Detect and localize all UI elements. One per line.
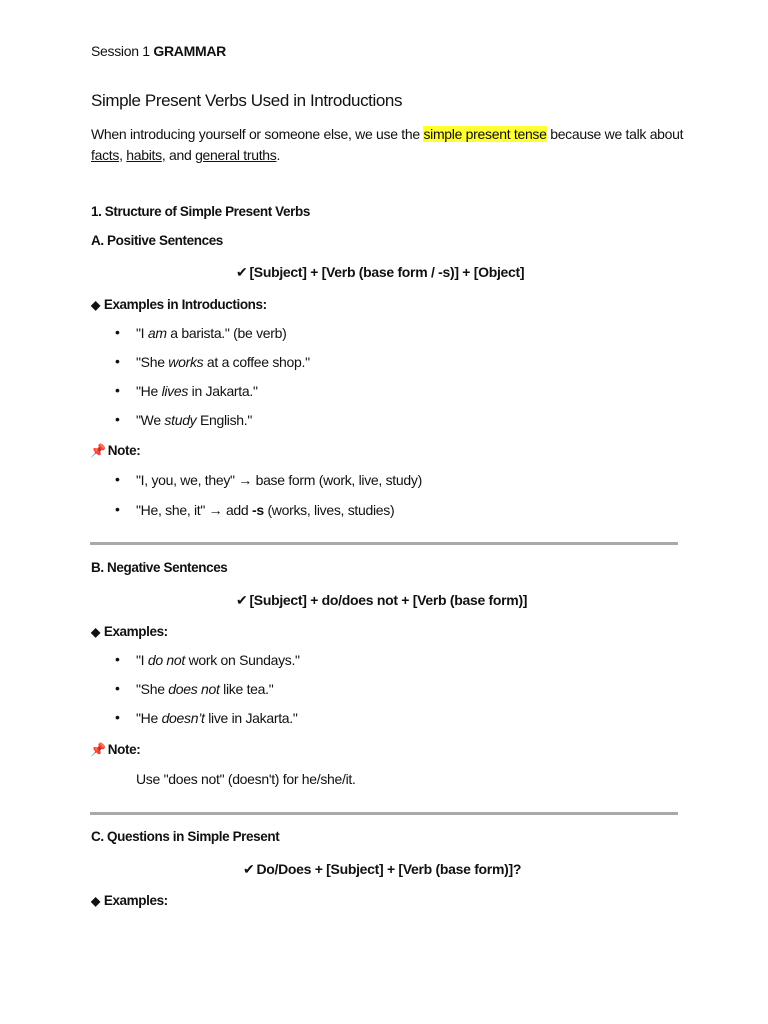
example-text: "I <box>136 652 148 668</box>
part-b-formula <box>236 592 527 609</box>
note-text: "I, you, we, they" → base form (work, live, study) <box>136 472 422 488</box>
intro-sep-2: , and <box>161 147 196 163</box>
bullet-icon: • <box>115 471 120 487</box>
example-text: like tea." <box>219 681 274 697</box>
diamond-icon: ◆ <box>91 625 100 639</box>
list-item <box>115 709 298 726</box>
note-text: (works, lives, studies) <box>263 502 395 518</box>
part-b-examples-label: Examples: <box>103 624 168 639</box>
part-b-note-label: Note: <box>107 742 141 757</box>
diamond-icon: ◆ <box>91 298 100 312</box>
note-bold-suffix: -s <box>252 502 264 518</box>
part-b-examples-heading <box>91 624 168 639</box>
part-c-examples-label: Examples: <box>103 893 168 908</box>
intro-paragraph <box>91 124 691 166</box>
example-text: "She <box>136 681 169 697</box>
example-text: "He <box>136 710 162 726</box>
part-b-heading: B. Negative Sentences <box>91 560 228 575</box>
example-verb: works <box>168 354 204 370</box>
intro-underline-facts: facts <box>91 147 120 163</box>
intro-underline-truths: general truths <box>195 147 277 163</box>
part-c-formula-text: Do/Does + [Subject] + [Verb (base form)]? <box>256 861 522 877</box>
bullet-icon: • <box>115 651 120 667</box>
list-item <box>115 324 287 341</box>
example-text: at a coffee shop." <box>203 354 310 370</box>
list-item <box>115 680 274 697</box>
part-c-heading: C. Questions in Simple Present <box>91 829 280 844</box>
part-a-formula <box>236 264 524 281</box>
example-verb: am <box>147 325 167 341</box>
session-label: Session 1 <box>91 43 150 59</box>
check-icon: ✔︎ <box>243 861 255 877</box>
check-icon: ✔︎ <box>236 592 248 608</box>
bullet-icon: • <box>115 680 120 696</box>
list-item <box>115 353 310 370</box>
part-c-examples-heading <box>91 893 168 908</box>
example-text: English." <box>196 412 253 428</box>
list-item <box>115 651 300 668</box>
part-a-examples-label: Examples in Introductions: <box>103 297 267 312</box>
bullet-icon: • <box>115 709 120 725</box>
example-text: "He <box>136 383 162 399</box>
part-a-note-label: Note: <box>107 443 141 458</box>
part-b-note-heading <box>90 742 140 758</box>
example-verb: study <box>164 412 197 428</box>
note-text: "He, she, it" → add <box>136 502 252 518</box>
session-topic: GRAMMAR <box>153 43 226 59</box>
example-verb: doesn’t <box>161 710 205 726</box>
section-1-heading: 1. Structure of Simple Present Verbs <box>91 204 310 219</box>
bullet-icon: • <box>115 324 120 340</box>
part-a-examples-heading <box>91 297 267 312</box>
example-verb: do not <box>147 652 185 668</box>
part-b-note-text: Use "does not" (doesn't) for he/she/it. <box>136 771 356 787</box>
example-text: "We <box>136 412 165 428</box>
intro-underline-habits: habits <box>126 147 162 163</box>
bullet-icon: • <box>115 382 120 398</box>
check-icon: ✔︎ <box>236 264 248 280</box>
section-divider <box>90 812 678 815</box>
part-c-formula <box>243 861 521 878</box>
bullet-icon: • <box>115 501 120 517</box>
intro-text-2: because we talk about <box>546 126 684 142</box>
intro-sep-1: , <box>119 147 127 163</box>
part-a-note-heading <box>90 443 140 459</box>
diamond-icon: ◆ <box>91 894 100 908</box>
example-verb: lives <box>161 383 189 399</box>
list-item <box>115 501 395 518</box>
part-b-formula-text: [Subject] + do/does not + [Verb (base form)] <box>249 592 528 608</box>
intro-end: . <box>276 147 281 163</box>
intro-text-1: When introducing yourself or someone else, we use the <box>91 126 424 142</box>
intro-highlight: simple present tense <box>423 126 547 142</box>
bullet-icon: • <box>115 411 120 427</box>
example-text: in Jakarta." <box>188 383 258 399</box>
section-divider <box>90 542 678 545</box>
example-text: "I <box>136 325 148 341</box>
part-a-formula-text: [Subject] + [Verb (base form / -s)] + [Object] <box>249 264 525 280</box>
pushpin-icon: 📌 <box>90 443 106 458</box>
list-item <box>115 382 258 399</box>
page-title: Simple Present Verbs Used in Introductions <box>91 91 403 110</box>
example-text: work on Sundays." <box>184 652 300 668</box>
session-header <box>91 43 226 59</box>
list-item <box>115 471 422 488</box>
example-text: "She <box>136 354 169 370</box>
part-a-heading: A. Positive Sentences <box>91 233 223 248</box>
example-verb: does not <box>168 681 220 697</box>
pushpin-icon: 📌 <box>90 742 106 757</box>
bullet-icon: • <box>115 353 120 369</box>
example-text: live in Jakarta." <box>204 710 298 726</box>
example-text: a barista." (be verb) <box>166 325 287 341</box>
list-item <box>115 411 253 428</box>
